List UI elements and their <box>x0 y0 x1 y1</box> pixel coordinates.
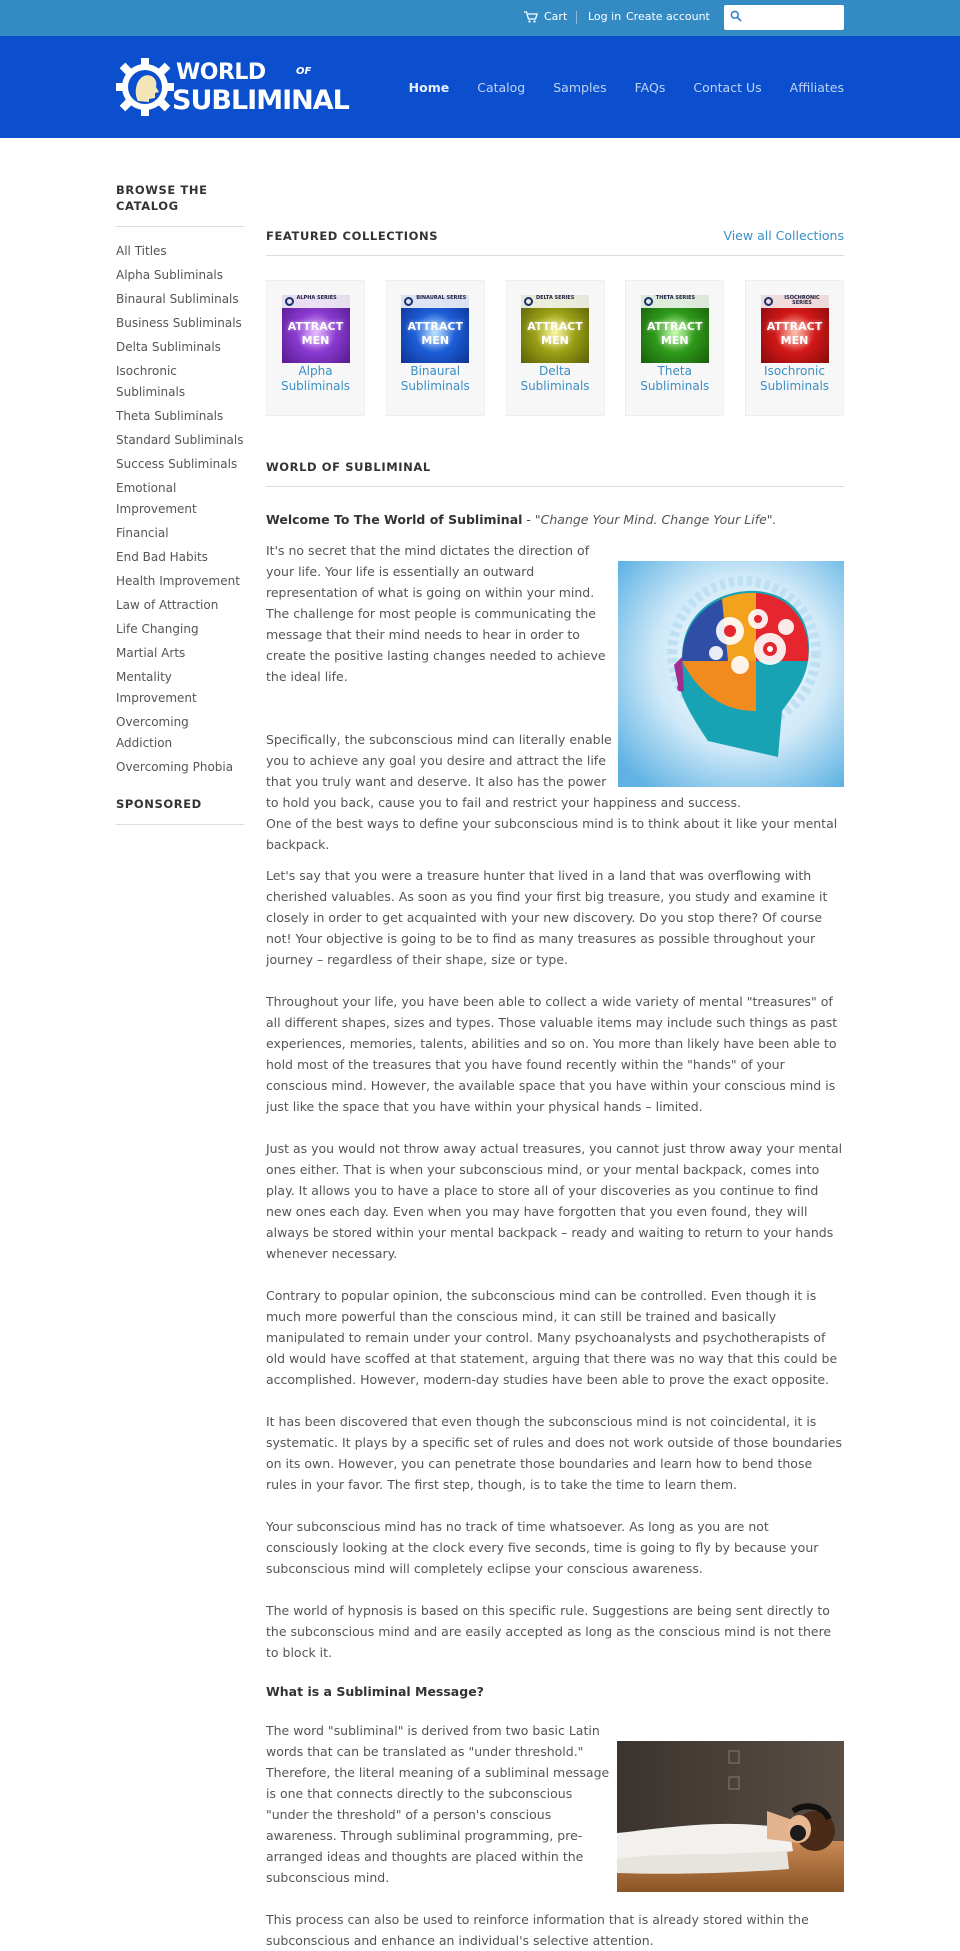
collection-name: Theta Subliminals <box>640 364 710 393</box>
sidebar-item-binaural[interactable]: Binaural Subliminals <box>116 292 239 306</box>
collection-card[interactable] <box>506 280 605 416</box>
sidebar-item-alpha[interactable]: Alpha Subliminals <box>116 268 224 282</box>
cover-title: ATTRACT <box>407 320 463 333</box>
divider <box>266 486 844 487</box>
collection-cover-image <box>282 295 350 363</box>
nav-home[interactable]: Home <box>408 80 450 95</box>
nav-samples[interactable]: Samples <box>553 80 607 95</box>
cover-title: ATTRACT <box>647 320 703 333</box>
paragraph: Let's say that you were a treasure hunter that lived in a land that was overflowing with cherished valuables. As soon as you find your first big treasure, you study and examine it closely in order to get acquainted with your new discovery. Do you stop there? Of course not! Your objective is going to be to find as many treasures as possible throughout your journey – regardless of their shape, size or type. <box>266 868 828 967</box>
sidebar-item-martial-arts[interactable]: Martial Arts <box>116 646 186 660</box>
cover-title: MEN <box>780 334 809 347</box>
collection-grid <box>266 280 844 416</box>
create-account-link[interactable]: Create account <box>626 10 710 23</box>
logo-text-of: OF <box>296 66 312 77</box>
top-bar <box>0 0 960 36</box>
collection-cover-image <box>641 295 709 363</box>
cover-title: MEN <box>301 334 330 347</box>
cart-icon <box>524 11 538 23</box>
cart-link[interactable] <box>524 10 567 23</box>
divider <box>116 226 244 227</box>
main-content <box>266 228 844 1951</box>
paragraph: The word "subliminal" is derived from two basic Latin words that can be translated as "under threshold." Therefore, the literal meaning of a subliminal message is one that connects directly to the subconscious "under the threshold" of a person's conscious awareness. Through subliminal programming, pre-arranged ideas and thoughts are placed within the subconscious mind. <box>266 1723 610 1885</box>
sidebar-item-phobia[interactable]: Overcoming Phobia <box>116 760 234 774</box>
cover-title: MEN <box>421 334 450 347</box>
divider <box>266 255 844 256</box>
sidebar-item-addiction[interactable]: Overcoming Addiction <box>116 715 189 750</box>
welcome-line <box>266 509 844 530</box>
collection-name: Delta Subliminals <box>520 364 590 393</box>
sidebar-item-delta[interactable]: Delta Subliminals <box>116 340 221 354</box>
collection-card[interactable] <box>386 280 485 416</box>
logo-icon <box>644 297 653 306</box>
sponsored-heading: SPONSORED <box>116 797 202 811</box>
sidebar-item-theta[interactable]: Theta Subliminals <box>116 409 224 423</box>
nav-contact-us[interactable]: Contact Us <box>693 80 762 95</box>
sidebar-item-emotional[interactable]: Emotional Improvement <box>116 481 197 516</box>
cover-title: ATTRACT <box>527 320 583 333</box>
paragraph: Specifically, the subconscious mind can literally enable you to achieve any goal you desire and attract the life that you truly want and deserve. It also has the power to hold you back, cause you to fail and restrict your happiness and success. <box>266 732 741 810</box>
sidebar-item-health[interactable]: Health Improvement <box>116 574 240 588</box>
sidebar-item-standard[interactable]: Standard Subliminals <box>116 433 244 447</box>
cover-band <box>641 295 709 308</box>
cover-band <box>282 295 350 308</box>
logo-icon <box>404 297 413 306</box>
logo-text-subliminal: SUBLIMINAL <box>172 85 349 116</box>
collection-card[interactable] <box>625 280 724 416</box>
paragraph: Your subconscious mind has no track of time whatsoever. As long as you are not consciously looking at the clock every five seconds, time is going to fly by because your subconscious mind will completely eclipse your conscious awareness. <box>266 1519 819 1576</box>
woman-listening-headphones-photo <box>617 1741 844 1895</box>
welcome-bold: Welcome To The World of Subliminal <box>266 512 523 527</box>
collection-cover-image <box>401 295 469 363</box>
sidebar-item-isochronic[interactable]: Isochronic Subliminals <box>116 364 186 399</box>
site-logo[interactable] <box>116 58 349 118</box>
article-header <box>266 460 844 474</box>
nav-faqs[interactable]: FAQs <box>634 80 666 95</box>
search-icon <box>730 10 742 22</box>
logo-icon <box>764 297 773 306</box>
collection-name: Binaural Subliminals <box>400 364 470 393</box>
gear-head-icon <box>116 56 178 118</box>
paragraph: Throughout your life, you have been able to collect a wide variety of mental "treasures" of all different shapes, sizes and types. Those valuable items may include such things as past experiences, memories, talents, abilities and so on. You more than likely have been able to hold most of the treasures that you have found recently within the "hands" of your conscious mind. However, the available space that you have within your conscious mind is just like the space that you have within your physical hands – limited. <box>266 994 838 1114</box>
collection-cover-image <box>761 295 829 363</box>
paragraph: Just as you would not throw away actual treasures, you cannot just throw away your mental ones either. That is when your subconscious mind, or your mental backpack, comes into play. It allows you to have a place to store all of your discoveries as you continue to find new ones each day. Even when you may have forgotten that you even found, they will always be stored within your mental backpack – ready and waiting to return to your hands whenever necessary. <box>266 1141 843 1261</box>
paragraph: This process can also be used to reinforce information that is already stored within the subconscious and enhance an individual's selective attention. <box>266 1912 809 1948</box>
collection-card[interactable] <box>266 280 365 416</box>
divider <box>576 11 577 24</box>
featured-header <box>266 228 844 243</box>
cover-title: MEN <box>660 334 689 347</box>
sidebar-item-bad-habits[interactable]: End Bad Habits <box>116 550 208 564</box>
cover-title: ATTRACT <box>287 320 344 333</box>
article-body <box>266 509 844 1951</box>
brain-gears-illustration <box>618 561 844 790</box>
collection-cover-image <box>521 295 589 363</box>
main-nav <box>381 80 844 95</box>
sidebar-item-business[interactable]: Business Subliminals <box>116 316 242 330</box>
sidebar-heading: BROWSE THE CATALOG <box>116 183 208 213</box>
cover-series: ALPHA SERIES <box>296 295 337 301</box>
collection-name: Isochronic Subliminals <box>759 364 830 393</box>
collection-card[interactable] <box>745 280 844 416</box>
divider <box>116 824 244 825</box>
cover-band <box>401 295 469 308</box>
cart-label: Cart <box>544 10 568 23</box>
sidebar-item-law-of-attraction[interactable]: Law of Attraction <box>116 598 219 612</box>
cover-series: THETA SERIES <box>655 295 696 301</box>
cover-band <box>521 295 589 308</box>
paragraph: The world of hypnosis is based on this specific rule. Suggestions are being sent directly to the subconscious mind and are easily accepted as long as the conscious mind is not there to block it. <box>266 1603 832 1660</box>
paragraph: It has been discovered that even though the subconscious mind is not coincidental, it is systematic. It plays by a specific set of rules and does not work outside of those boundaries on its own. However, you can penetrate those boundaries and learn how to bend those rules in your favor. The first step, though, is to take the time to learn them. <box>266 1414 842 1492</box>
sidebar <box>116 182 244 839</box>
cover-title: MEN <box>541 334 569 347</box>
nav-affiliates[interactable]: Affiliates <box>789 80 844 95</box>
logo-icon <box>285 297 294 306</box>
logo-icon <box>524 297 533 306</box>
paragraph: Contrary to popular opinion, the subconscious mind can be controlled. Even though it is much more powerful than the conscious mind, it can still be trained and basically manipulated to remain under your control. Many psychoanalysts and psychotherapists of old would have scoffed at that statement, arguing that there was no way that this could be accomplished. However, modern-day studies have been able to prove the exact opposite. <box>266 1288 838 1387</box>
site-header <box>0 36 960 138</box>
cover-title: ATTRACT <box>766 320 823 333</box>
cover-band <box>761 295 829 308</box>
sidebar-item-financial[interactable]: Financial <box>116 526 169 540</box>
subheading: What is a Subliminal Message? <box>266 1684 484 1699</box>
cover-series: DELTA SERIES <box>536 295 575 301</box>
collection-name: Alpha Subliminals <box>280 364 351 393</box>
view-all-collections-link[interactable]: View all Collections <box>723 228 844 243</box>
logo-text-world: WORLD <box>176 60 266 85</box>
cover-series: BINAURAL SERIES <box>416 295 467 301</box>
paragraph: It's no secret that the mind dictates the direction of your life. Your life is essentially an outward representation of what is going on within your mind. The challenge for most people is communicating the message that their mind needs to hear in order to create the positive lasting changes needed to achieve the ideal life. <box>266 543 606 684</box>
sidebar-item-success[interactable]: Success Subliminals <box>116 457 238 471</box>
featured-heading: FEATURED COLLECTIONS <box>266 229 439 243</box>
article-heading: WORLD OF SUBLIMINAL <box>266 460 431 474</box>
catalog-list <box>116 241 244 778</box>
sidebar-item-mentality[interactable]: Mentality Improvement <box>116 670 197 705</box>
welcome-tagline: "Change Your Mind. Change Your Life". <box>534 512 777 527</box>
sidebar-item-all-titles[interactable]: All Titles <box>116 244 167 258</box>
search-input[interactable] <box>724 5 844 30</box>
welcome-dash: - <box>522 512 535 527</box>
sidebar-item-life-changing[interactable]: Life Changing <box>116 622 199 636</box>
paragraph: One of the best ways to define your subconscious mind is to think about it like your mental backpack. <box>266 816 838 852</box>
cover-series: ISOCHRONIC SERIES <box>784 295 820 306</box>
nav-catalog[interactable]: Catalog <box>477 80 526 95</box>
login-link[interactable]: Log in <box>588 10 622 23</box>
